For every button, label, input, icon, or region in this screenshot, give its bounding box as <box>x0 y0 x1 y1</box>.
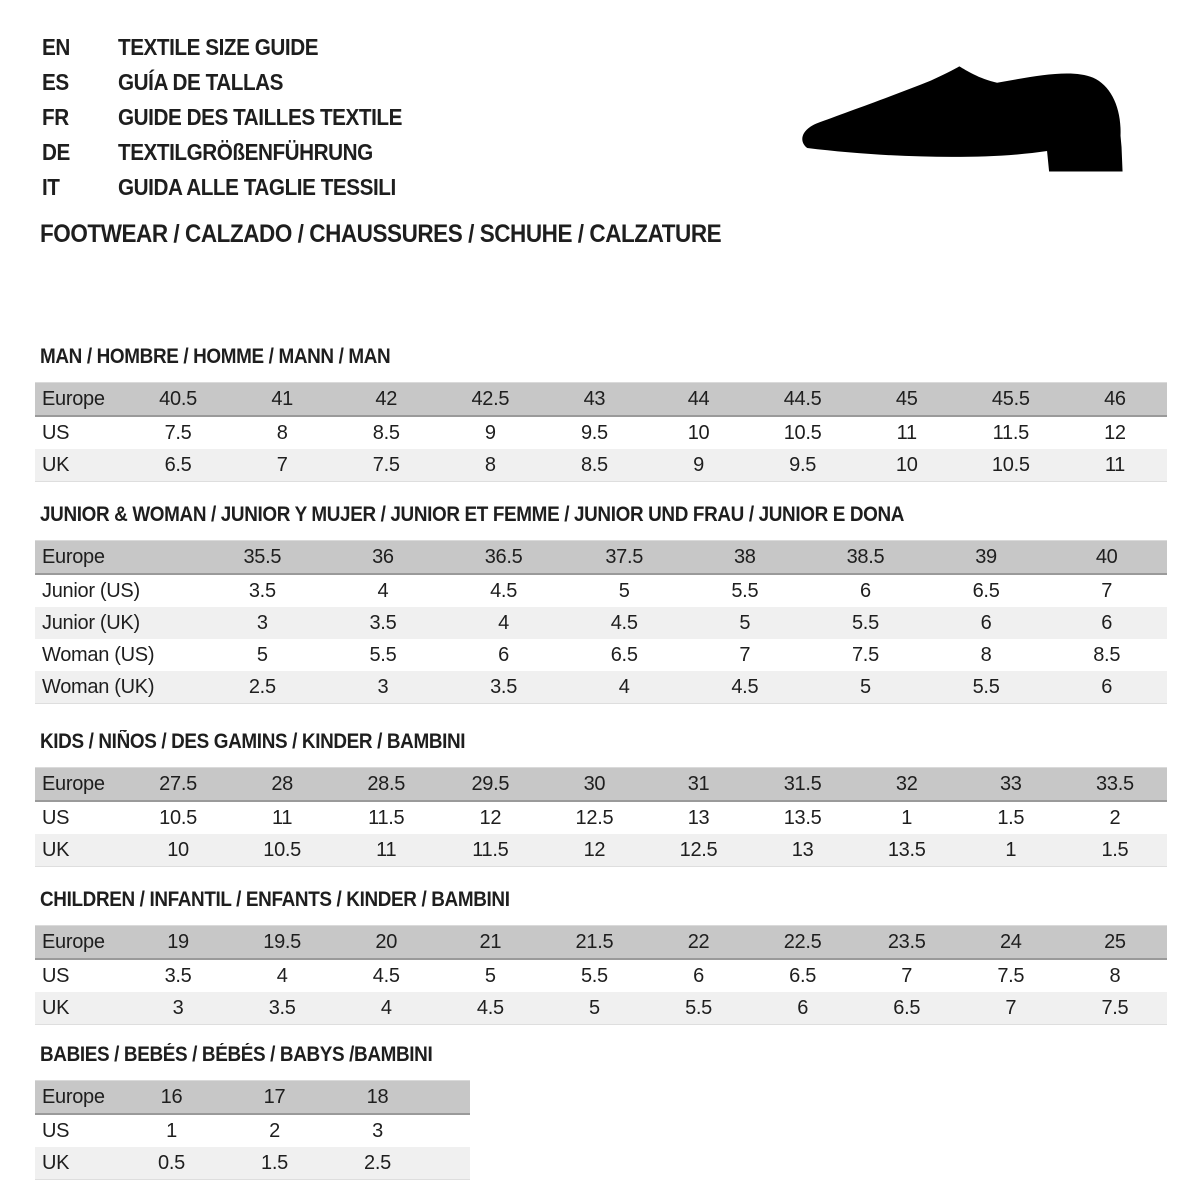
size-value-cell: 22.5 <box>751 926 855 960</box>
size-value-cell: 37.5 <box>564 541 685 575</box>
size-value-cell: 12.5 <box>646 834 750 867</box>
row-label-cell: US <box>42 1119 70 1142</box>
size-value-cell: 11 <box>272 806 293 829</box>
size-value-cell: 8 <box>980 643 992 666</box>
size-value-cell: 10.5 <box>230 834 334 867</box>
size-table-row <box>35 574 1167 607</box>
size-value-cell: 19 <box>126 926 230 960</box>
guide-title-it: GUIDA ALLE TAGLIE TESSILI <box>118 174 396 200</box>
size-value-cell: 8.5 <box>1093 643 1121 666</box>
row-label-cell: Europe <box>35 768 126 802</box>
row-label-cell: Europe <box>35 926 126 960</box>
size-value-cell: 5 <box>256 643 268 666</box>
lang-line-de <box>42 135 434 170</box>
size-table-header-row <box>35 383 1167 417</box>
size-value-cell: 36.5 <box>443 541 564 575</box>
section-title-text: BABIES / BEBÉS / BÉBÉS / BABYS /BAMBINI <box>40 1043 433 1066</box>
size-value-cell: 6.5 <box>610 643 638 666</box>
size-value-cell: 1.5 <box>223 1147 326 1180</box>
size-value-cell: 5.5 <box>731 579 759 602</box>
size-value-cell: 46 <box>1063 383 1167 417</box>
row-label-cell: Woman (US) <box>42 643 155 666</box>
lang-code-cell <box>42 139 118 166</box>
row-label-cell: US <box>42 806 70 829</box>
size-value-cell: 2.5 <box>202 671 323 704</box>
size-value-cell: 2.5 <box>326 1147 429 1180</box>
size-value-cell: 9.5 <box>751 449 855 482</box>
size-value-cell: 19.5 <box>230 926 334 960</box>
size-value-cell: 11.5 <box>368 806 405 829</box>
size-value-cell: 13.5 <box>783 806 822 829</box>
section-title-man <box>40 346 1167 367</box>
size-value-cell: 21 <box>438 926 542 960</box>
size-table-row <box>35 834 1167 867</box>
size-value-cell: 5.5 <box>926 671 1047 704</box>
section-title-text: KIDS / NIÑOS / DES GAMINS / KINDER / BAMBINI <box>40 730 466 753</box>
size-value-cell: 41 <box>230 383 334 417</box>
size-value-cell: 42 <box>334 383 438 417</box>
size-value-cell: 12.5 <box>575 806 614 829</box>
lang-line-es <box>42 65 434 100</box>
size-value-cell: 33.5 <box>1063 768 1167 802</box>
row-label-cell: UK <box>35 834 126 867</box>
row-label-cell: UK <box>35 449 126 482</box>
filler-cell <box>429 1114 470 1147</box>
shoe-icon <box>793 50 1145 197</box>
language-title-block <box>42 30 434 205</box>
size-table-row <box>35 671 1167 704</box>
lang-code: IT <box>42 174 60 200</box>
size-value-cell: 3 <box>372 1119 383 1142</box>
size-value-cell: 4.5 <box>490 579 518 602</box>
size-table-header-row <box>35 768 1167 802</box>
row-label-cell: Europe <box>35 1081 120 1115</box>
size-value-cell: 12 <box>1104 421 1126 444</box>
size-value-cell: 3.5 <box>164 964 192 987</box>
size-value-cell: 5.5 <box>369 643 397 666</box>
size-table-row <box>35 1114 470 1147</box>
size-table-header-row <box>35 1081 470 1115</box>
size-value-cell: 4.5 <box>685 671 806 704</box>
guide-title-es: GUÍA DE TALLAS <box>118 69 284 95</box>
size-table-row <box>35 992 1167 1025</box>
size-value-cell: 6.5 <box>972 579 1000 602</box>
size-value-cell: 9 <box>646 449 750 482</box>
lang-code: DE <box>42 139 70 165</box>
row-label-cell: Junior (UK) <box>35 607 202 639</box>
size-value-cell: 7.5 <box>1063 992 1167 1025</box>
size-value-cell: 42.5 <box>438 383 542 417</box>
size-table-row <box>35 1147 470 1180</box>
size-value-cell: 7 <box>739 643 751 666</box>
size-value-cell: 2 <box>1109 806 1121 829</box>
size-value-cell: 31 <box>646 768 750 802</box>
size-value-cell: 9 <box>484 421 496 444</box>
size-value-cell: 31.5 <box>751 768 855 802</box>
size-value-cell: 12 <box>542 834 646 867</box>
size-table-row <box>35 607 1167 639</box>
size-value-cell: 5 <box>618 579 630 602</box>
lang-code-cell <box>42 34 118 61</box>
size-value-cell: 16 <box>120 1081 223 1115</box>
size-value-cell: 7 <box>959 992 1063 1025</box>
guide-title-en: TEXTILE SIZE GUIDE <box>118 34 319 60</box>
size-table-kids <box>35 767 1167 867</box>
size-value-cell: 6 <box>1046 607 1167 639</box>
size-value-cell: 4 <box>334 992 438 1025</box>
size-value-cell: 33 <box>959 768 1063 802</box>
row-label-cell: US <box>42 964 70 987</box>
size-value-cell: 10.5 <box>959 449 1063 482</box>
size-value-cell: 6 <box>860 579 871 602</box>
row-label-cell: Europe <box>35 383 126 417</box>
size-table-row <box>35 959 1167 992</box>
lang-code: EN <box>42 34 70 60</box>
size-value-cell: 43 <box>542 383 646 417</box>
size-value-cell: 4 <box>564 671 685 704</box>
size-value-cell: 4 <box>443 607 564 639</box>
size-table-children <box>35 925 1167 1025</box>
size-table-header-row <box>35 541 1167 575</box>
size-value-cell: 6.5 <box>789 964 817 987</box>
size-value-cell: 3.5 <box>323 607 444 639</box>
section-title-junior-woman <box>40 504 1167 525</box>
section-title-text: MAN / HOMBRE / HOMME / MANN / MAN <box>40 345 391 368</box>
size-value-cell: 7.5 <box>164 421 192 444</box>
size-table-row <box>35 639 1167 671</box>
size-value-cell: 3.5 <box>443 671 564 704</box>
size-value-cell: 1 <box>959 834 1063 867</box>
size-value-cell: 8.5 <box>542 449 646 482</box>
size-value-cell: 4 <box>276 964 288 987</box>
size-value-cell: 5 <box>484 964 496 987</box>
size-value-cell: 0.5 <box>120 1147 223 1180</box>
lang-line-fr <box>42 100 434 135</box>
category-line <box>40 220 797 249</box>
size-value-cell: 3.5 <box>248 579 276 602</box>
size-value-cell: 13.5 <box>855 834 959 867</box>
lang-code: ES <box>42 69 69 95</box>
lang-line-en <box>42 30 434 65</box>
section-title-text: CHILDREN / INFANTIL / ENFANTS / KINDER / BAMBINI <box>40 888 510 911</box>
size-value-cell: 10.5 <box>159 806 197 829</box>
size-value-cell: 22 <box>646 926 750 960</box>
size-value-cell: 11 <box>896 421 917 444</box>
size-value-cell: 13 <box>687 806 710 829</box>
size-value-cell: 7 <box>1101 579 1113 602</box>
size-value-cell: 5 <box>542 992 646 1025</box>
size-value-cell: 28.5 <box>334 768 438 802</box>
size-value-cell: 45 <box>855 383 959 417</box>
section-babies <box>35 1044 1167 1180</box>
lang-line-it <box>42 170 434 205</box>
section-title-children <box>40 889 1167 910</box>
size-value-cell: 4 <box>377 579 389 602</box>
size-value-cell: 7 <box>230 449 334 482</box>
size-value-cell: 3 <box>202 607 323 639</box>
size-value-cell: 24 <box>959 926 1063 960</box>
size-value-cell: 35.5 <box>202 541 323 575</box>
size-value-cell: 6 <box>1046 671 1167 704</box>
row-label-cell: UK <box>35 1147 120 1180</box>
size-value-cell: 10.5 <box>783 421 822 444</box>
size-value-cell: 36 <box>323 541 444 575</box>
section-title-text: JUNIOR & WOMAN / JUNIOR Y MUJER / JUNIOR ET FEMME / JUNIOR UND FRAU / JUNIOR E DONA <box>40 503 905 526</box>
size-value-cell: 5.5 <box>646 992 750 1025</box>
size-value-cell: 11.5 <box>438 834 542 867</box>
size-value-cell: 4.5 <box>438 992 542 1025</box>
size-value-cell: 6.5 <box>126 449 230 482</box>
size-value-cell: 7 <box>901 964 913 987</box>
guide-title-de: TEXTILGRÖßENFÜHRUNG <box>118 139 373 165</box>
size-value-cell: 1.5 <box>997 806 1025 829</box>
size-value-cell: 11 <box>334 834 438 867</box>
size-table-row <box>35 449 1167 482</box>
size-value-cell: 9.5 <box>580 421 608 444</box>
lang-code-cell <box>42 174 118 201</box>
size-value-cell: 25 <box>1063 926 1167 960</box>
size-value-cell: 44.5 <box>751 383 855 417</box>
section-title-babies <box>40 1044 1167 1065</box>
size-value-cell: 21.5 <box>542 926 646 960</box>
size-value-cell: 11 <box>1063 449 1167 482</box>
size-value-cell: 6 <box>498 643 509 666</box>
size-value-cell: 6 <box>751 992 855 1025</box>
row-label-cell: Europe <box>35 541 202 575</box>
size-value-cell: 10 <box>126 834 230 867</box>
size-value-cell: 5 <box>805 671 926 704</box>
size-value-cell: 27.5 <box>126 768 230 802</box>
size-value-cell: 8 <box>438 449 542 482</box>
size-value-cell: 3 <box>126 992 230 1025</box>
size-value-cell: 4.5 <box>372 964 400 987</box>
size-value-cell: 28 <box>230 768 334 802</box>
size-value-cell: 7.5 <box>334 449 438 482</box>
size-value-cell: 12 <box>479 806 502 829</box>
size-value-cell: 10 <box>687 421 710 444</box>
lang-code: FR <box>42 104 69 130</box>
size-value-cell: 32 <box>855 768 959 802</box>
size-value-cell: 4.5 <box>564 607 685 639</box>
section-kids <box>35 731 1167 867</box>
size-table-header-row <box>35 926 1167 960</box>
size-value-cell: 39 <box>926 541 1047 575</box>
size-value-cell: 1.5 <box>1063 834 1167 867</box>
lang-code-cell <box>42 69 118 96</box>
guide-title-fr: GUIDE DES TAILLES TEXTILE <box>118 104 402 130</box>
size-value-cell: 18 <box>326 1081 429 1115</box>
size-value-cell: 17 <box>223 1081 326 1115</box>
size-value-cell: 44 <box>646 383 750 417</box>
size-value-cell: 5.5 <box>580 964 608 987</box>
size-value-cell: 8 <box>1109 964 1121 987</box>
size-value-cell: 6.5 <box>855 992 959 1025</box>
size-value-cell: 20 <box>334 926 438 960</box>
size-table-row <box>35 416 1167 449</box>
size-value-cell: 23.5 <box>855 926 959 960</box>
size-value-cell: 1 <box>901 806 913 829</box>
size-value-cell: 8 <box>276 421 288 444</box>
size-value-cell: 11.5 <box>992 421 1029 444</box>
size-value-cell: 7.5 <box>997 964 1025 987</box>
size-value-cell: 3.5 <box>230 992 334 1025</box>
size-value-cell: 40.5 <box>126 383 230 417</box>
lang-code-cell <box>42 104 118 131</box>
size-value-cell: 13 <box>751 834 855 867</box>
size-table-babies <box>35 1080 470 1180</box>
size-value-cell: 6 <box>693 964 704 987</box>
size-value-cell: 2 <box>269 1119 280 1142</box>
filler-cell <box>429 1081 470 1115</box>
size-value-cell: 3 <box>323 671 444 704</box>
size-value-cell: 7.5 <box>851 643 879 666</box>
row-label-cell: US <box>42 421 70 444</box>
size-value-cell: 30 <box>542 768 646 802</box>
size-value-cell: 38 <box>685 541 806 575</box>
size-value-cell: 5 <box>685 607 806 639</box>
row-label-cell: UK <box>35 992 126 1025</box>
size-value-cell: 45.5 <box>959 383 1063 417</box>
size-value-cell: 29.5 <box>438 768 542 802</box>
size-value-cell: 38.5 <box>805 541 926 575</box>
size-value-cell: 6 <box>926 607 1047 639</box>
row-label-cell: Woman (UK) <box>35 671 202 704</box>
size-table-man <box>35 382 1167 482</box>
section-children <box>35 889 1167 1025</box>
filler-cell <box>429 1147 470 1180</box>
section-man <box>35 346 1167 482</box>
size-value-cell: 1 <box>166 1119 177 1142</box>
row-label-cell: Junior (US) <box>42 579 140 602</box>
size-value-cell: 10 <box>855 449 959 482</box>
size-table-row <box>35 801 1167 834</box>
section-title-kids <box>40 731 1167 752</box>
category-line-text: FOOTWEAR / CALZADO / CHAUSSURES / SCHUHE / CALZATURE <box>40 220 722 248</box>
size-value-cell: 8.5 <box>372 421 400 444</box>
size-value-cell: 5.5 <box>805 607 926 639</box>
section-junior-woman <box>35 504 1167 704</box>
size-table-junior-woman <box>35 540 1167 704</box>
size-value-cell: 40 <box>1046 541 1167 575</box>
